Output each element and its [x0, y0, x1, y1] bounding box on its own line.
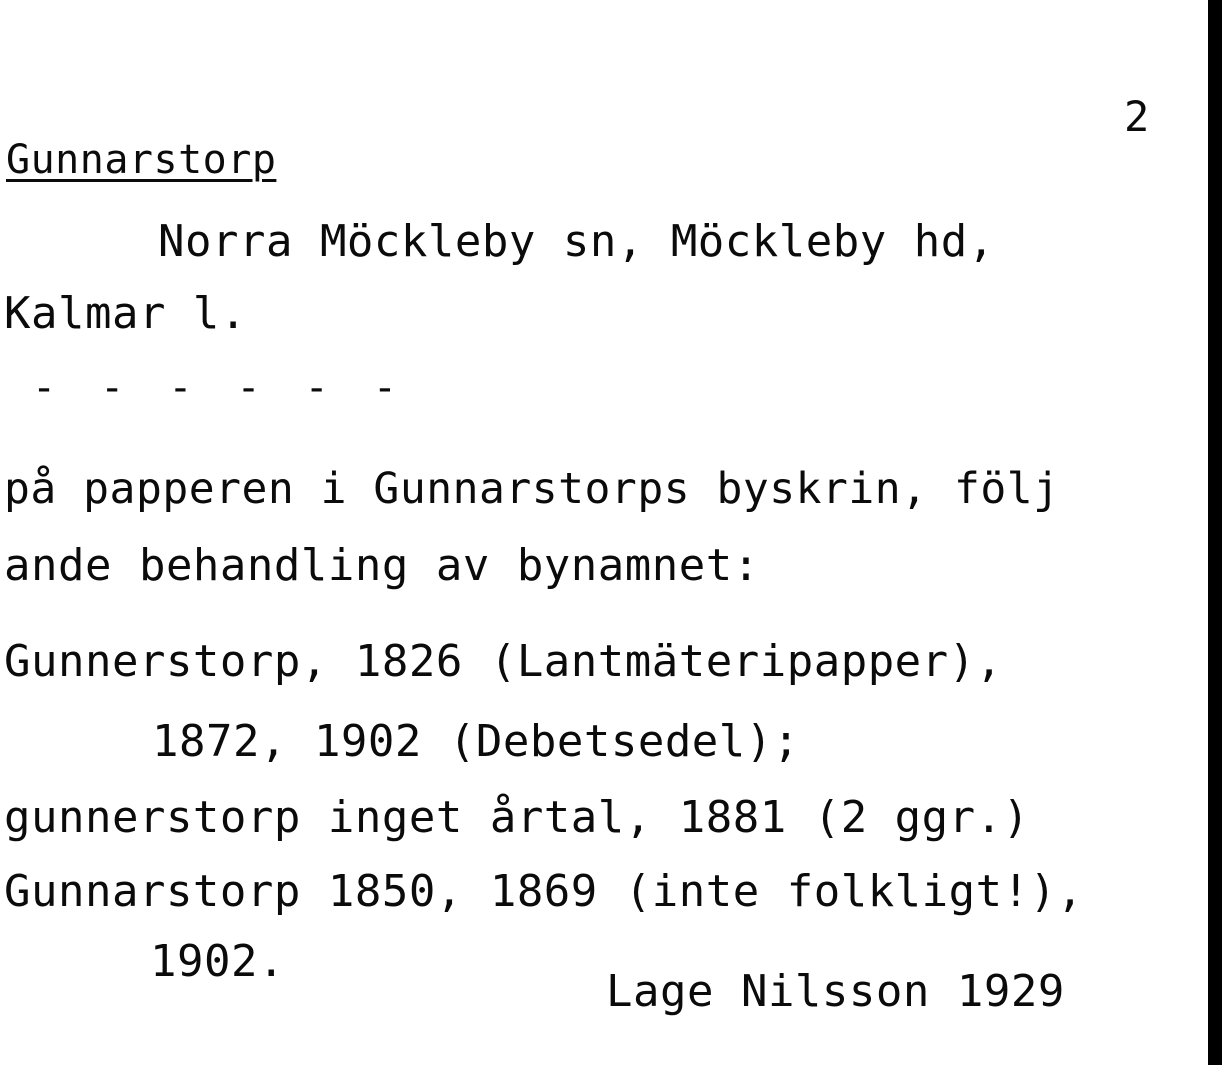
- separator-dashes: - - - - - -: [32, 365, 407, 411]
- card-title: Gunnarstorp: [6, 137, 277, 183]
- location-line-2: Kalmar l.: [4, 288, 247, 339]
- signature: Lage Nilsson 1929: [606, 966, 1065, 1017]
- card-edge-line: [1208, 0, 1222, 1065]
- entry-line: 1872, 1902 (Debetsedel);: [152, 716, 800, 767]
- entry-line: 1902.: [150, 936, 285, 987]
- entry-line: Gunnerstorp, 1826 (Lantmäteripapper),: [4, 636, 1003, 687]
- page-number: 2: [1124, 92, 1150, 141]
- location-line-1: Norra Möckleby sn, Möckleby hd,: [158, 216, 995, 267]
- intro-line-2: ande behandling av bynamnet:: [4, 540, 760, 591]
- entry-line: Gunnarstorp 1850, 1869 (inte folkligt!),: [4, 866, 1084, 917]
- entry-line: gunnerstorp inget årtal, 1881 (2 ggr.): [4, 792, 1030, 843]
- intro-line-1: på papperen i Gunnarstorps byskrin, följ: [4, 464, 1060, 514]
